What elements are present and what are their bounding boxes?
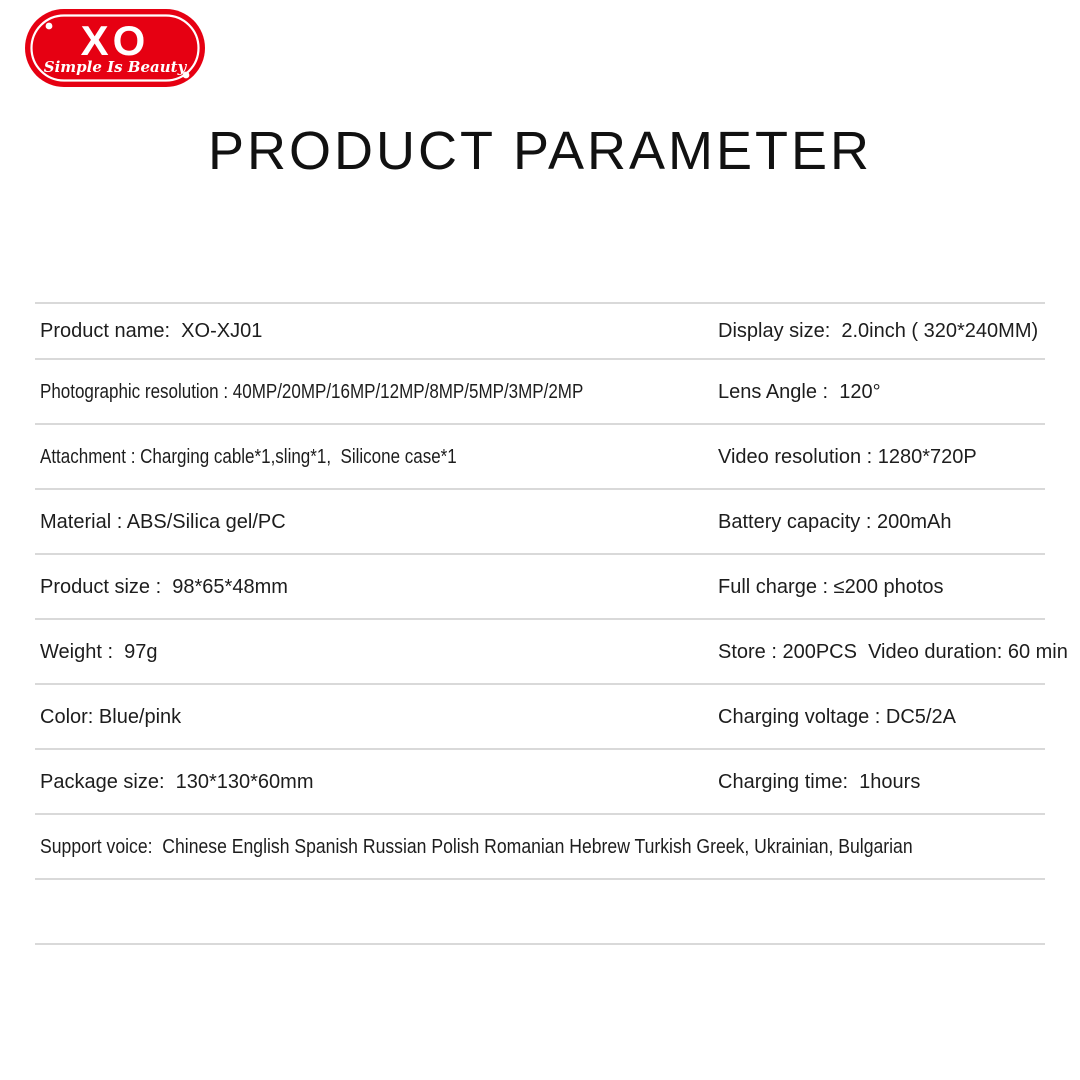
spec-display-size: Display size: 2.0inch ( 320*240MM) [718, 320, 1039, 342]
spec-weight: Weight : 97g [40, 640, 158, 663]
table-row [35, 618, 1068, 683]
spec-product-size: Product size : 98*65*48mm [40, 575, 288, 598]
spec-battery-capacity: Battery capacity : 200mAh [718, 510, 952, 533]
logo-brand-text: XO [80, 17, 150, 64]
table-row-empty [35, 878, 1045, 943]
table-row [35, 683, 1045, 748]
spec-product-name: Product name: XO-XJ01 [40, 320, 263, 342]
spec-attachment: Attachment : Charging cable*1,sling*1, Silicone case*1 [40, 445, 457, 468]
spec-support-voice: Support voice: Chinese English Spanish Russian Polish Romanian Hebrew Turkish Greek, Ukrainian, Bulgarian [40, 835, 913, 858]
table-row [35, 488, 1045, 553]
table-row [35, 748, 1045, 813]
spec-lens-angle: Lens Angle : 120° [718, 380, 881, 403]
table-row [35, 358, 1045, 423]
spec-package-size: Package size: 130*130*60mm [40, 770, 314, 793]
table-row [35, 423, 1045, 488]
page-title: PRODUCT PARAMETER [207, 121, 873, 181]
spec-table [35, 302, 1068, 945]
spec-photo-resolution: Photographic resolution : 40MP/20MP/16MP/12MP/8MP/5MP/3MP/2MP [40, 380, 584, 403]
spec-charging-time: Charging time: 1hours [718, 770, 921, 793]
table-row [35, 813, 1045, 878]
table-row [35, 553, 1045, 618]
spec-full-charge: Full charge : ≤200 photos [718, 575, 944, 598]
brand-logo [25, 9, 205, 87]
spec-color: Color: Blue/pink [40, 705, 182, 728]
spec-charging-voltage: Charging voltage : DC5/2A [718, 705, 956, 728]
xo-logo-graphic [25, 9, 205, 87]
spec-store-duration: Store : 200PCS Video duration: 60 min [718, 640, 1068, 663]
table-row [35, 302, 1045, 358]
logo-tagline-text: Simple Is Beauty [43, 58, 187, 76]
logo-dot-top-left [46, 23, 53, 30]
table-bottom-divider [35, 943, 1045, 945]
spec-material: Material : ABS/Silica gel/PC [40, 510, 286, 533]
spec-video-resolution: Video resolution : 1280*720P [718, 445, 977, 468]
